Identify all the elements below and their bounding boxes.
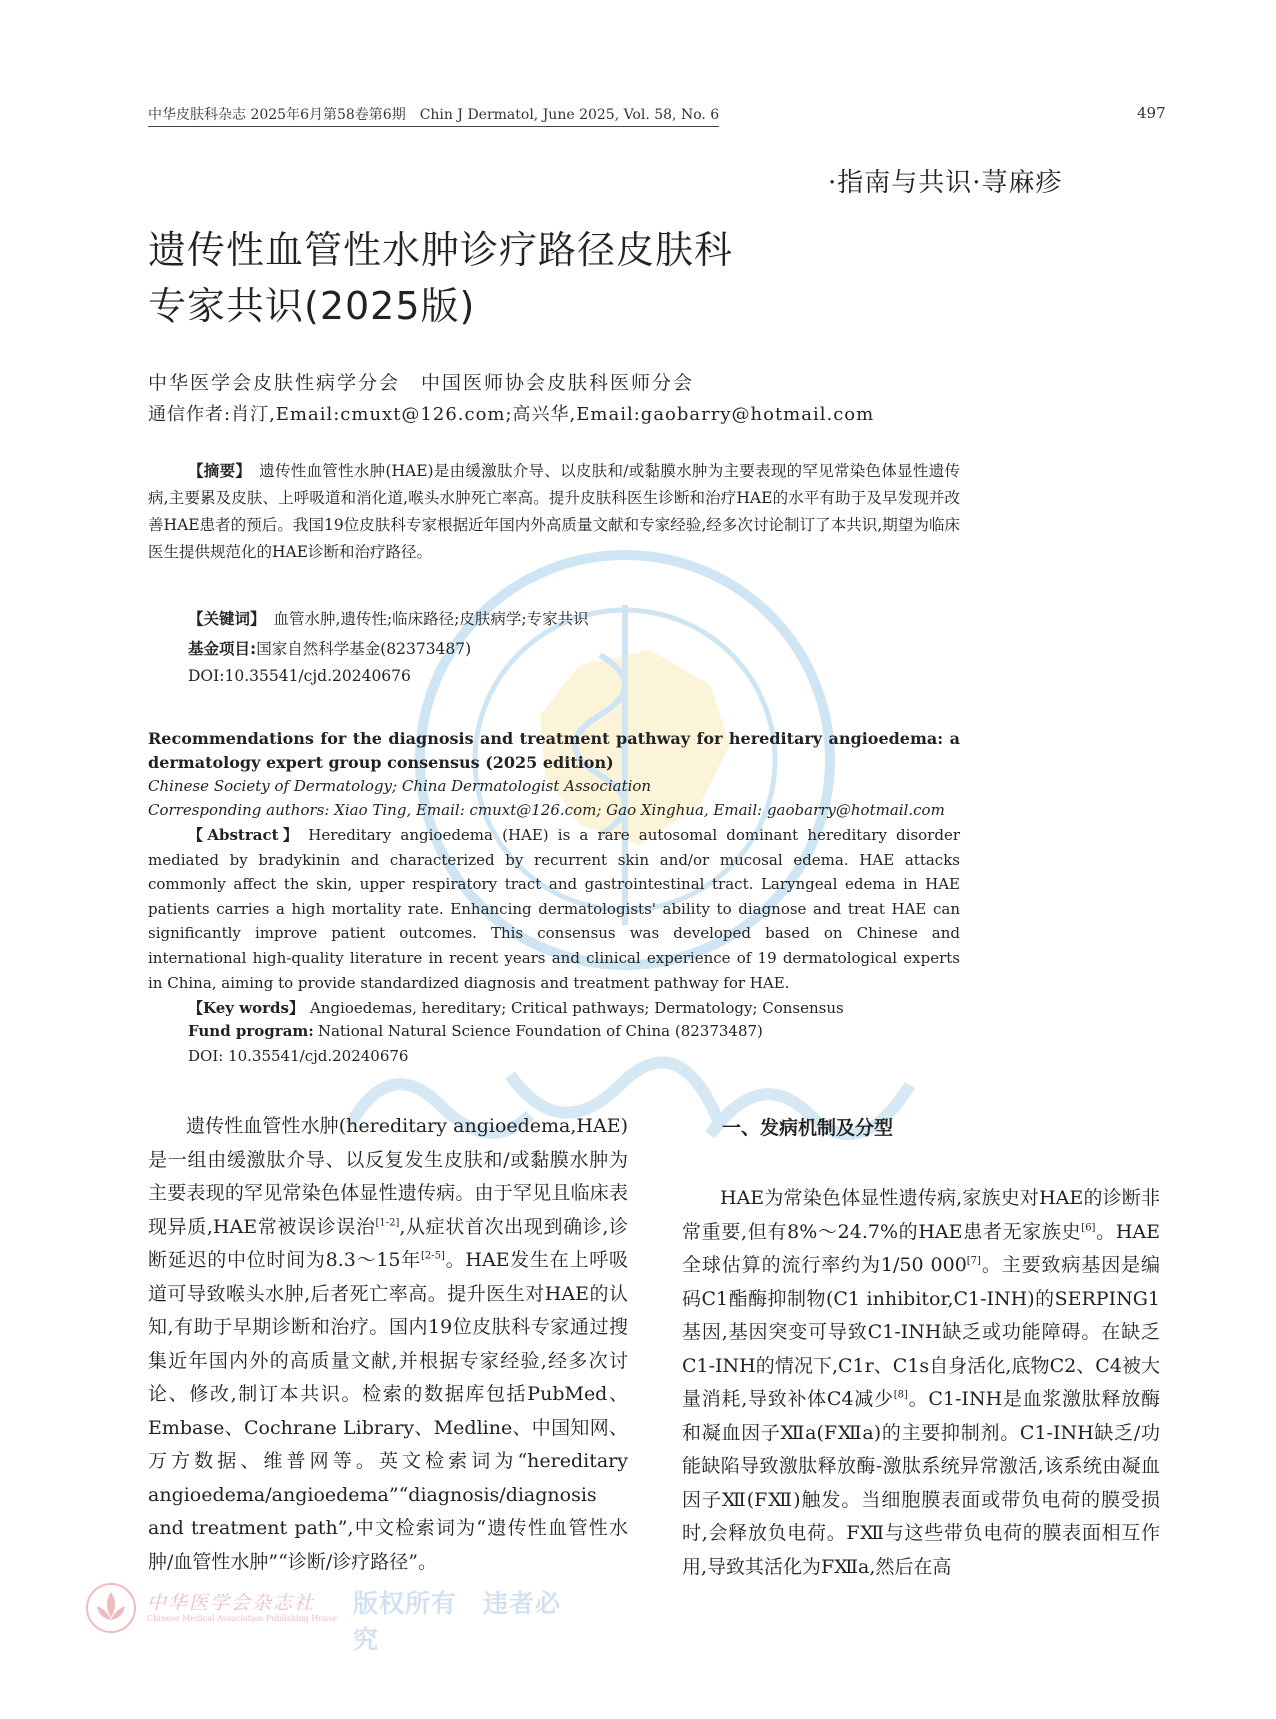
keywords-cn (188, 607, 589, 629)
citation: [6] (1081, 1222, 1096, 1234)
section-label: ·指南与共识·荨麻疹 (828, 168, 1063, 198)
author-orgs: 中华医学会皮肤性病学分会 中国医师协会皮肤科医师分会 (148, 372, 695, 394)
keywords-cn-label: 【关键词】 (188, 610, 266, 628)
rights-notice: 版权所有 违者必究 (353, 1589, 562, 1654)
doi-en: DOI: 10.35541/cjd.20240676 (188, 1047, 409, 1065)
body-column-left (148, 1110, 628, 1579)
publisher-name: 中华医学会杂志社 (147, 1592, 316, 1614)
english-authors: Chinese Society of Dermatology; China Dermatologist Association (148, 777, 652, 795)
fund-en-text: National Natural Science Foundation of China (82373487) (317, 1022, 763, 1040)
english-title: Recommendations for the diagnosis and treatment pathway for hereditary angioedema: a dermatology expert group consensus (2025 edition) (148, 729, 960, 772)
fund-cn (188, 637, 471, 659)
section-heading: 一、发病机制及分型 (722, 1117, 894, 1139)
abstract-en-text: Hereditary angioedema (HAE) is a rare autosomal dominant hereditary disorder mediated by bradykinin and characterized by recurrent skin and/or mucosal edema. HAE attacks commonly affect the skin, upper respiratory tract and gastrointestinal tract. Laryngeal edema in HAE patients carries a high mortality rate. Enhancing dermatologists' ability to diagnose and treat HAE can significantly improve patient outcomes. This consensus was developed based on Chinese and international high-quality literature in recent years and clinical experience of 19 dermatological experts in China, aiming to provide standardized diagnosis and treatment pathway for HAE. (148, 826, 960, 992)
fund-en (188, 1022, 763, 1040)
lotus-logo-icon (85, 1582, 137, 1634)
citation: [1-2] (375, 1217, 400, 1229)
doi-cn: DOI:10.35541/cjd.20240676 (188, 667, 411, 685)
title-line-1: 遗传性血管性水肿诊疗路径皮肤科 (148, 228, 734, 272)
english-corresponding: Corresponding authors: Xiao Ting, Email: cmuxt@126.com; Gao Xinghua, Email: gaobarry@hotmail.com (148, 801, 945, 819)
page-number: 497 (1137, 104, 1166, 122)
abstract-en-label: 【Abstract】 (188, 826, 303, 844)
abstract-cn (148, 458, 960, 566)
title-line-2: 专家共识(2025版) (148, 284, 476, 328)
fund-cn-label: 基金项目: (188, 640, 257, 658)
citation: [7] (966, 1255, 981, 1267)
corresponding-authors: 通信作者:肖汀,Email:cmuxt@126.com;高兴华,Email:gaobarry@hotmail.com (148, 404, 875, 425)
body-column-right (682, 1182, 1160, 1584)
abstract-cn-label: 【摘要】 (188, 462, 252, 480)
keywords-en-text: Angioedemas, hereditary; Critical pathways; Dermatology; Consensus (309, 999, 844, 1017)
body-paragraph: 遗传性血管性水肿(hereditary angioedema,HAE)是一组由缓激肽介导、以反复发生皮肤和/或黏膜水肿为主要表现的罕见常染色体显性遗传病。由于罕见且临床表现异质,HAE常被误诊误治[1-2],从症状首次出现到确诊,诊断延迟的中位时间为8.3～15年[2-5]。HAE发生在上呼吸道可导致喉头水肿,后者死亡率高。提升医生对HAE的认知,有助于早期诊断和治疗。国内19位皮肤科专家通过搜集近年国内外的高质量文献,并根据专家经验,经多次讨论、修改,制订本共识。检索的数据库包括PubMed、Embase、Cochrane Library、Medline、中国知网、万方数据、维普网等。英文检索词为“hereditary angioedema/angioedema”“diagnosis/diagnosis and treatment path”,中文检索词为“遗传性血管性水肿/血管性水肿”“诊断/诊疗路径”。 (148, 1115, 628, 1573)
abstract-en (148, 823, 960, 995)
keywords-cn-text: 血管水肿,遗传性;临床路径;皮肤病学;专家共识 (273, 610, 589, 628)
publisher-watermark (85, 1580, 585, 1654)
fund-cn-text: 国家自然科学基金(82373487) (256, 640, 472, 658)
article-title (148, 222, 948, 334)
keywords-en (188, 997, 844, 1018)
publisher-name-en: Chinese Medical Association Publishing House (147, 1614, 338, 1623)
keywords-en-label: 【Key words】 (188, 999, 304, 1017)
running-head: 中华皮肤科杂志 2025年6月第58卷第6期 Chin J Dermatol, June 2025, Vol. 58, No. 6 (148, 104, 719, 127)
body-paragraph: HAE为常染色体显性遗传病,家族史对HAE的诊断非常重要,但有8%～24.7%的HAE患者无家族史[6]。HAE全球估算的流行率约为1/50 000[7]。主要致病基因是编码C1酯酶抑制物(C1 inhibitor,C1-INH)的SERPING1基因,基因突变可导致C1-INH缺乏或功能障碍。在缺乏C1-INH的情况下,C1r、C1s自身活化,底物C2、C4被大量消耗,导致补体C4减少[8]。C1-INH是血浆激肽释放酶和凝血因子Ⅻa(FⅫa)的主要抑制剂。C1-INH缺乏/功能缺陷导致激肽释放酶-激肽系统异常激活,该系统由凝血因子Ⅻ(FⅫ)触发。当细胞膜表面或带负电荷的膜受损时,会释放负电荷。FⅫ与这些带负电荷的膜表面相互作用,导致其活化为FⅫa,然后在高 (682, 1187, 1161, 1578)
fund-en-label: Fund program: (188, 1022, 314, 1040)
citation: [8] (893, 1389, 908, 1401)
citation: [2-5] (421, 1250, 445, 1262)
abstract-cn-text: 遗传性血管性水肿(HAE)是由缓激肽介导、以皮肤和/或黏膜水肿为主要表现的罕见常染色体显性遗传病,主要累及皮肤、上呼吸道和消化道,喉头水肿死亡率高。提升皮肤科医生诊断和治疗HAE的水平有助于及早发现并改善HAE患者的预后。我国19位皮肤科专家根据近年国内外高质量文献和专家经验,经多次讨论制订了本共识,期望为临床医生提供规范化的HAE诊断和治疗路径。 (148, 462, 960, 561)
